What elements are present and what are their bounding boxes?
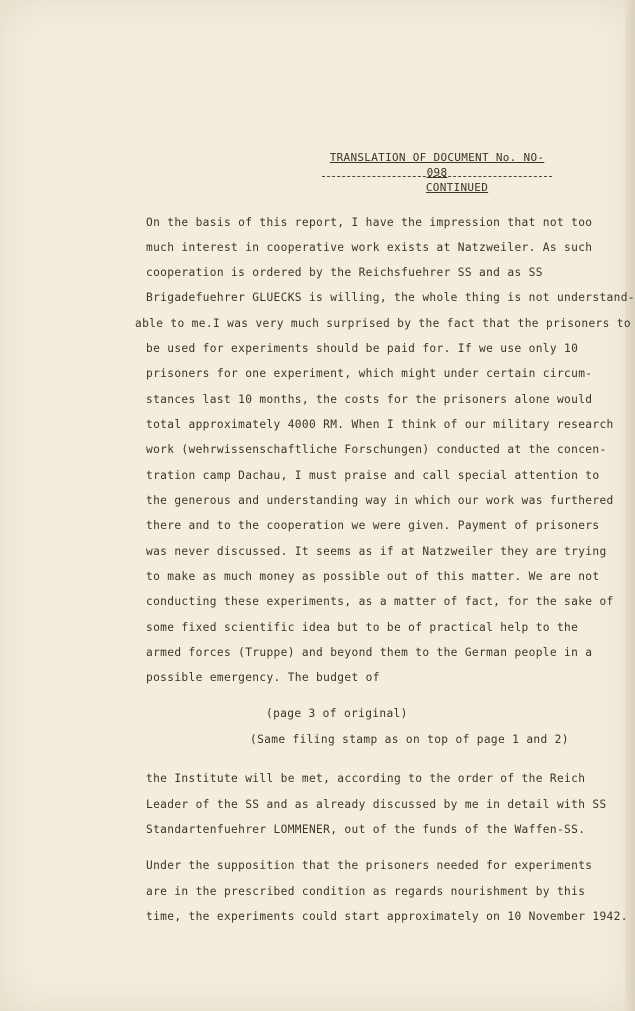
text-line: be used for experiments should be paid for. If we use only 10 (146, 342, 579, 355)
text-line: conducting these experiments, as a matter of fact, for the sake of (146, 595, 614, 608)
text-line: the Institute will be met, according to the order of the Reich (146, 772, 586, 785)
text-line: there and to the cooperation we were given. Payment of prisoners (146, 519, 600, 532)
text-line: work (wehrwissenschaftliche Forschungen) conducted at the concen- (146, 443, 607, 456)
document-header (322, 150, 552, 195)
text-line: are in the prescribed condition as regards nourishment by this (146, 885, 586, 898)
text-line: was never discussed. It seems as if at Natzweiler they are trying (146, 545, 607, 558)
text-line: On the basis of this report, I have the impression that not too (146, 216, 593, 229)
text-line: to make as much money as possible out of this matter. We are not (146, 570, 600, 583)
text-line: Leader of the SS and as already discussed by me in detail with SS (146, 798, 607, 811)
document-title: TRANSLATION OF DOCUMENT No. NO- 098 (329, 151, 545, 179)
text-line: prisoners for one experiment, which might under certain circum- (146, 367, 593, 380)
text-line: tration camp Dachau, I must praise and call special attention to (146, 469, 600, 482)
text-line: much interest in cooperative work exists at Natzweiler. As such (146, 241, 593, 254)
text-line: possible emergency. The budget of (146, 671, 380, 684)
page-note: (page 3 of original) (266, 707, 408, 720)
page-edge (625, 0, 635, 1011)
document-subtitle: CONTINUED (425, 181, 489, 194)
text-line: some fixed scientific idea but to be of practical help to the (146, 621, 579, 634)
header-rule (322, 176, 552, 177)
text-line: cooperation is ordered by the Reichsfuehrer SS and as SS (146, 266, 543, 279)
text-line: time, the experiments could start approximately on 10 November 1942. (146, 910, 628, 923)
text-line: the generous and understanding way in which our work was furthered (146, 494, 614, 507)
text-line: able to me.I was very much surprised by the fact that the prisoners to (135, 317, 631, 330)
text-line: Brigadefuehrer GLUECKS is willing, the whole thing is not understand- (146, 291, 635, 304)
text-line: Standartenfuehrer LOMMENER, out of the funds of the Waffen-SS. (146, 823, 586, 836)
text-line: total approximately 4000 RM. When I think of our military research (146, 418, 614, 431)
filing-note: (Same filing stamp as on top of page 1 and 2) (250, 733, 569, 746)
text-line: stances last 10 months, the costs for the prisoners alone would (146, 393, 593, 406)
text-line: Under the supposition that the prisoners needed for experiments (146, 859, 593, 872)
text-line: armed forces (Truppe) and beyond them to the German people in a (146, 646, 593, 659)
